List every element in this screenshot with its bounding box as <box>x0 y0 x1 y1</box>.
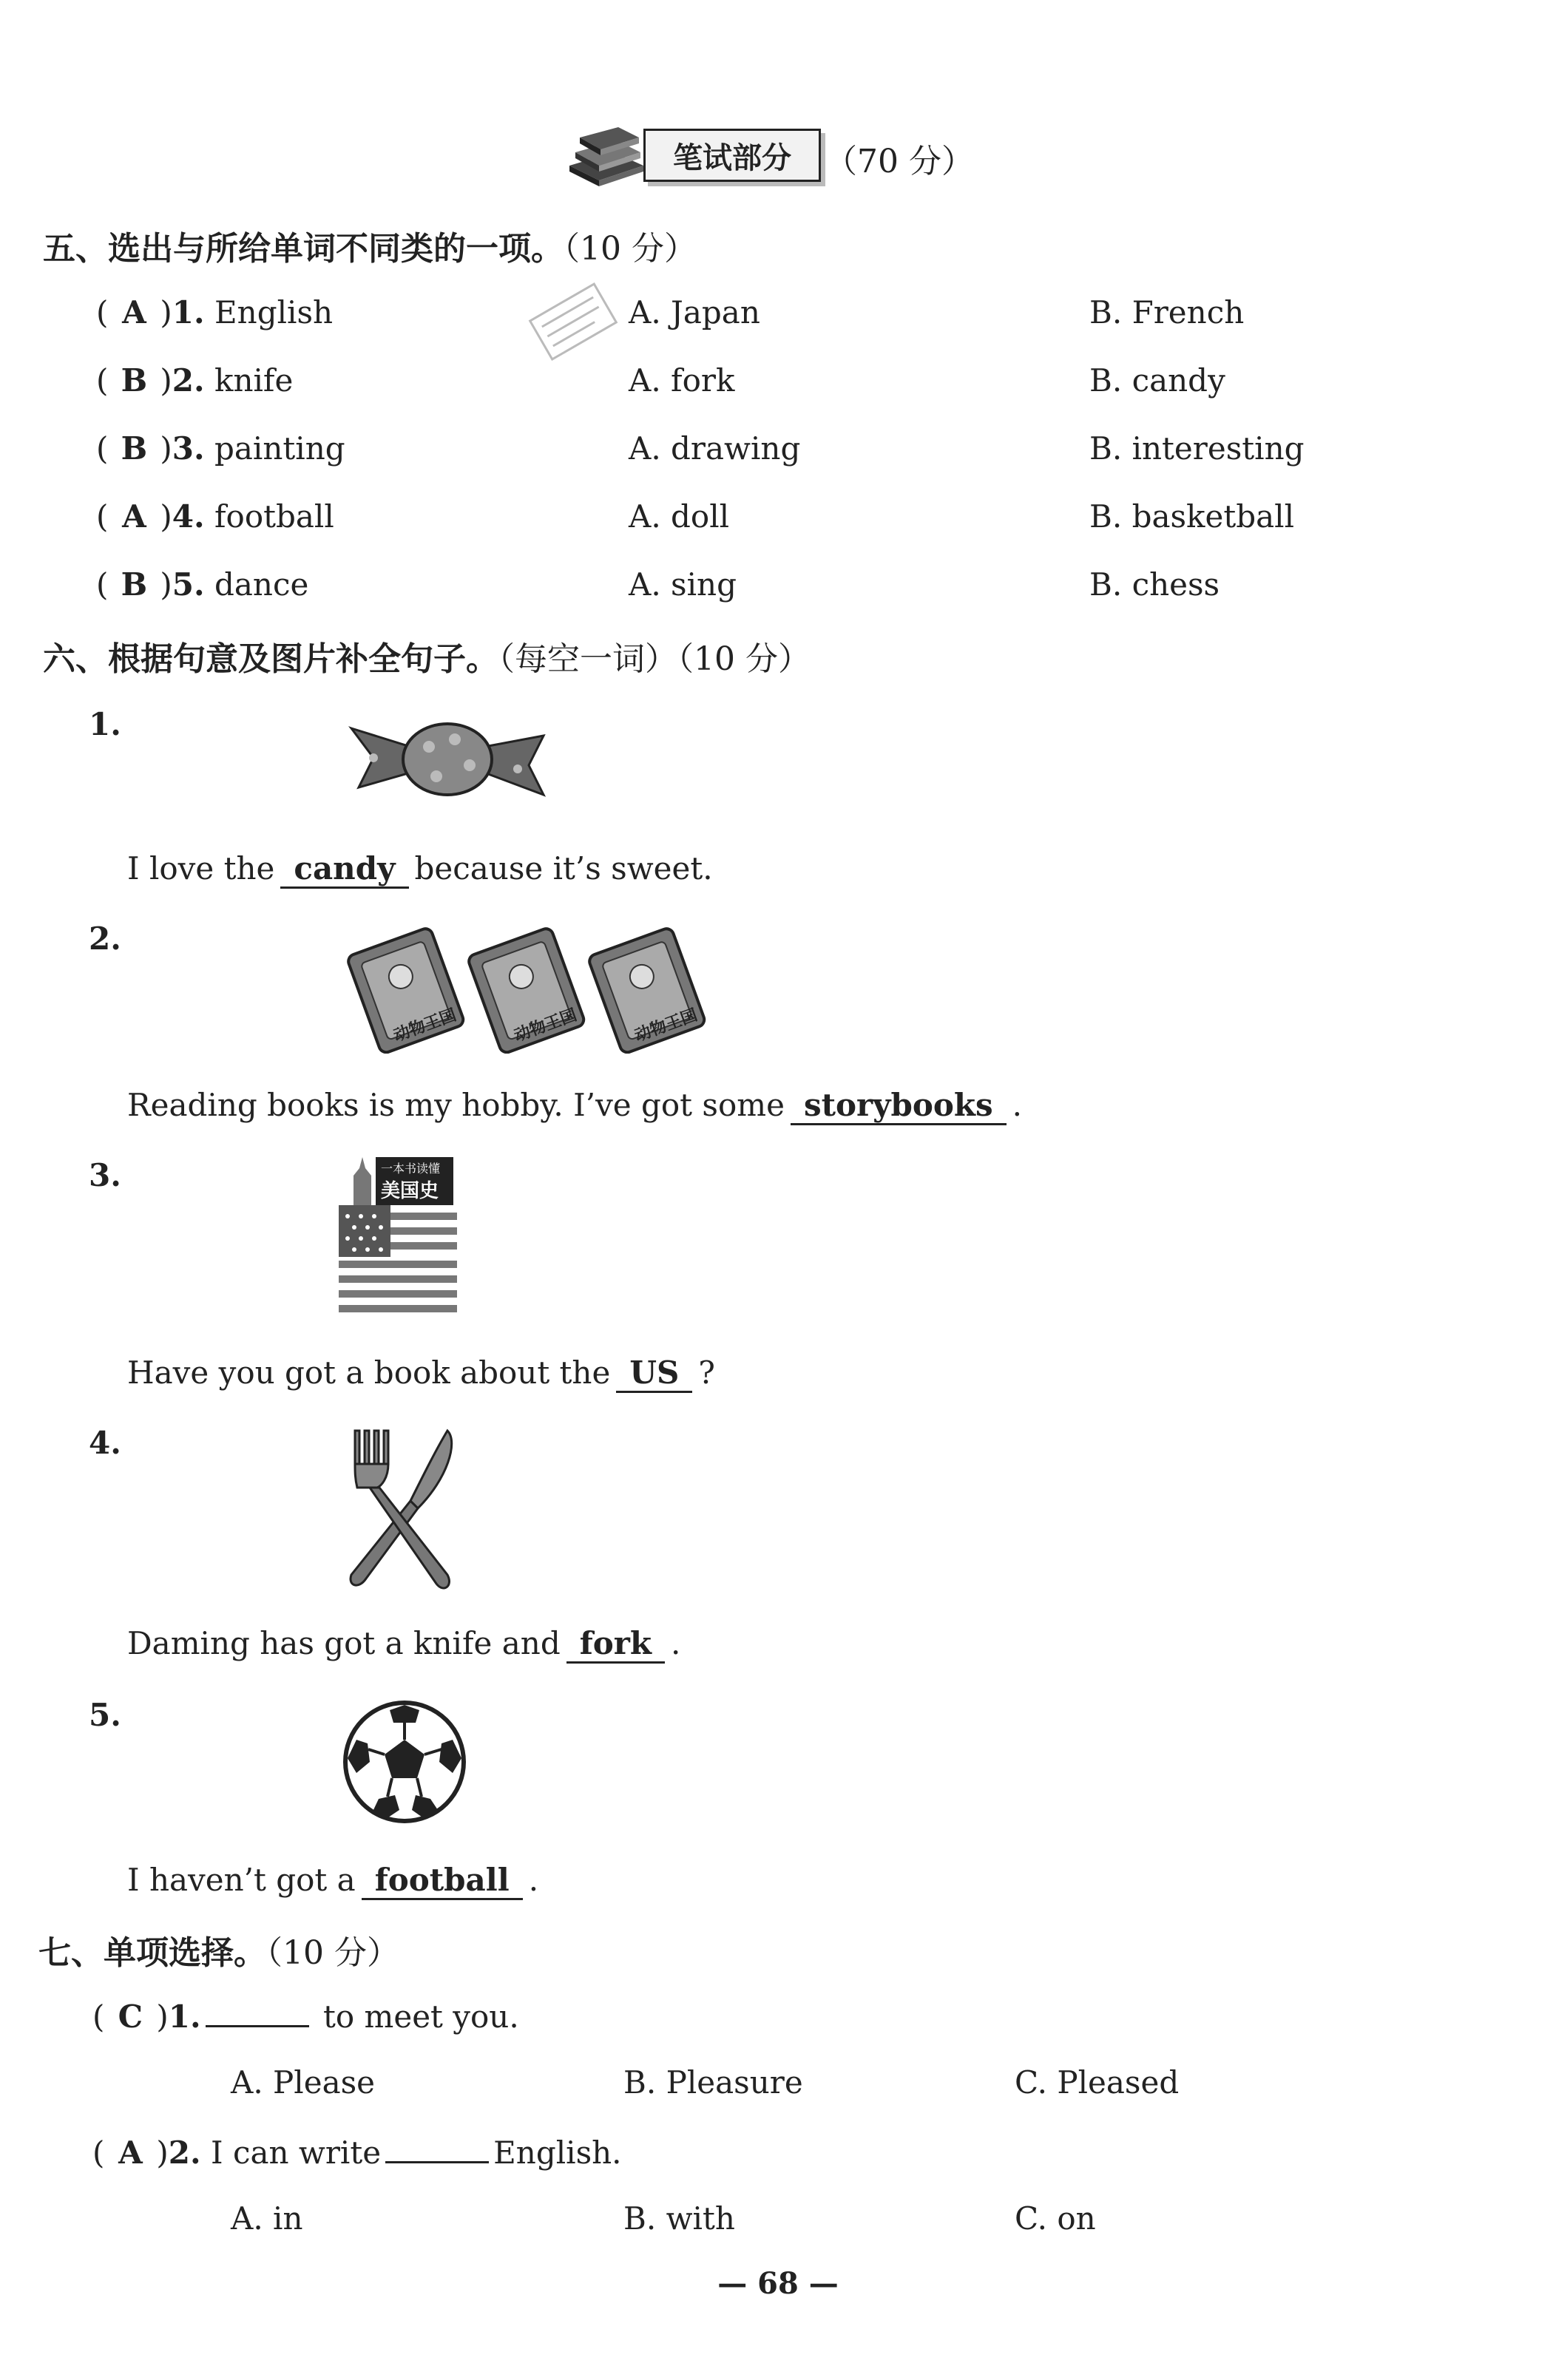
s6-sentence-1: I love the candy because it’s sweet. <box>127 850 713 889</box>
s5-question-2: ( B )2. knife <box>96 362 294 399</box>
s7-question-1: ( C )1. to meet you. <box>92 1996 519 2035</box>
s5-option-b-5: B. chess <box>1089 566 1220 603</box>
s6-number-5: 5. <box>89 1697 121 1733</box>
section7-heading: 七、单项选择。（10 分） <box>38 1934 399 1972</box>
book-label: 动物王国 <box>391 1006 459 1046</box>
s6-sentence-4: Daming has got a knife and fork . <box>127 1625 680 1664</box>
candy-icon <box>344 706 551 810</box>
book-cover-subtitle: 一本书读懂 <box>381 1162 441 1176</box>
answer: B <box>121 430 148 467</box>
books-icon <box>562 123 651 189</box>
s7-option-c-1: C. Pleased <box>1015 2064 1180 2101</box>
answer: A <box>122 498 146 535</box>
section6-heading: 六、根据句意及图片补全句子。（每空一词）（10 分） <box>43 640 811 678</box>
s7-question-2: ( A )2. I can write English. <box>92 2132 622 2171</box>
s5-option-a-3: A. drawing <box>629 430 801 467</box>
s5-question-3: ( B )3. painting <box>96 430 345 467</box>
answer: B <box>121 566 148 603</box>
s5-option-b-3: B. interesting <box>1089 430 1305 467</box>
answer-fill: US <box>616 1355 692 1393</box>
s5-option-a-5: A. sing <box>629 566 737 603</box>
book-cover-title: 美国史 <box>381 1180 439 1202</box>
s7-option-b-1: B. Pleasure <box>623 2064 803 2101</box>
s5-option-b-4: B. basketball <box>1089 498 1295 535</box>
s6-number-1: 1. <box>89 706 121 742</box>
s5-question-5: ( B )5. dance <box>96 566 309 603</box>
section-score: （70 分） <box>825 143 974 180</box>
answer: A <box>118 2135 143 2171</box>
blank <box>206 1996 309 2027</box>
answer-fill: candy <box>280 850 408 889</box>
s6-sentence-5: I haven’t got a football . <box>127 1862 538 1900</box>
football-icon <box>342 1699 467 1825</box>
s6-sentence-2: Reading books is my hobby. I’ve got some storybooks . <box>127 1087 1022 1125</box>
s5-option-b-2: B. candy <box>1089 362 1225 399</box>
knife-and-fork-icon <box>336 1427 462 1597</box>
s5-option-a-4: A. doll <box>629 498 730 535</box>
s7-option-c-2: C. on <box>1015 2200 1096 2237</box>
s5-option-a-1: A. Japan <box>629 294 760 330</box>
answer: B <box>121 362 148 399</box>
answer-fill: fork <box>566 1625 665 1664</box>
s7-option-b-2: B. with <box>623 2200 735 2237</box>
section-title: 笔试部分 <box>643 129 821 182</box>
s6-number-2: 2. <box>89 921 121 957</box>
s5-option-b-1: B. French <box>1089 294 1245 330</box>
answer: C <box>118 1998 143 2035</box>
s6-number-3: 3. <box>89 1157 121 1193</box>
blank <box>385 2132 489 2163</box>
section-title-banner <box>562 123 825 189</box>
s7-option-a-1: A. Please <box>231 2064 376 2101</box>
s6-sentence-3: Have you got a book about the US ? <box>127 1355 715 1393</box>
answer: A <box>122 294 146 330</box>
s7-option-a-2: A. in <box>231 2200 303 2237</box>
page-number: — 68 — <box>717 2266 839 2301</box>
answer-fill: football <box>362 1862 523 1900</box>
s5-option-a-2: A. fork <box>629 362 735 399</box>
book-label: 动物王国 <box>632 1006 700 1046</box>
section5-heading: 五、选出与所给单词不同类的一项。（10 分） <box>43 230 697 268</box>
book-label: 动物王国 <box>512 1006 580 1046</box>
answer-fill: storybooks <box>791 1087 1007 1125</box>
s5-question-1: ( A )1. English <box>96 294 334 330</box>
s5-question-4: ( A )4. football <box>96 498 334 535</box>
s6-number-4: 4. <box>89 1425 121 1461</box>
watermark-stamp-icon <box>518 266 629 377</box>
